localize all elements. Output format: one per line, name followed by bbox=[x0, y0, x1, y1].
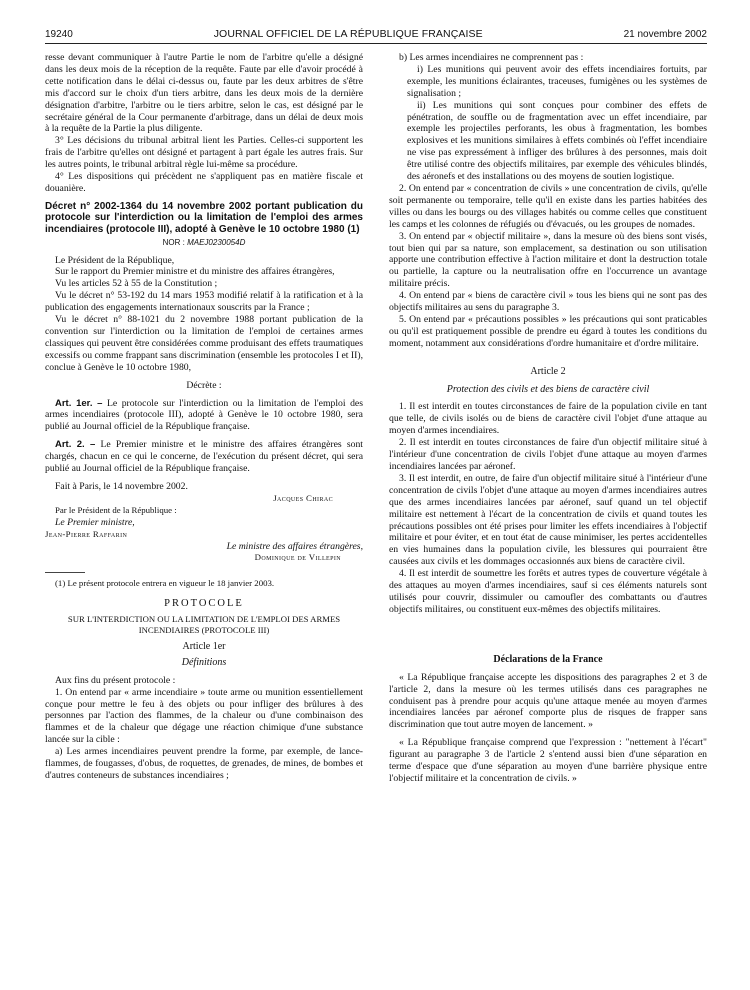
decree-title: Décret n° 2002-1364 du 14 novembre 2002 portant publication du protocole sur l'interdiction ou la limitation de l'emploi des armes incendiaires (protocole III), adopté à Genève le 10 octobre 1980 (1) bbox=[45, 200, 363, 236]
journal-title: JOURNAL OFFICIEL DE LA RÉPUBLIQUE FRANÇAISE bbox=[213, 28, 483, 40]
paragraph: 1. Il est interdit en toutes circonstances de faire de la population civile en tant que telle, de civils isolés ou de biens de caractère civil l'objet d'une attaque au moyen d'armes incendiaires. bbox=[389, 401, 707, 437]
article-2-decree bbox=[45, 439, 363, 475]
text-columns bbox=[45, 52, 707, 785]
nor-label: NOR : bbox=[162, 237, 185, 247]
par-le-president: Par le Président de la République : bbox=[55, 504, 177, 515]
paragraph: 3. On entend par « objectif militaire », dans la mesure où des biens sont visés, tout bien qui par sa nature, son emplacement, sa destination ou son utilisation apporte une contribution effective à l'action militaire et dont la destruction totale ou partielle, la capture ou la neutralisation offre en l'occurrence un avantage militaire précis. bbox=[389, 230, 707, 290]
paragraph: Vu le décret n° 88-1021 du 2 novembre 1988 portant publication de la convention sur l'interdiction ou la limitation de l'emploi de certaines armes classiques qui peuvent être considérées comme produisant des effets traumatiques excessifs ou comme frappant sans discrimination (ensemble les protocoles I et II), conclue à Genève le 10 octobre 1980, bbox=[45, 314, 363, 373]
paragraph: 4. Il est interdit de soumettre les forêts et autres types de couverture végétale à des attaques au moyen d'armes incendiaires, sauf si ces éléments naturels sont utilisés pour couvrir, dissimuler ou camoufler des combattants ou d'autres objectifs militaires, ou constituent eux-mêmes des objectifs militaires. bbox=[389, 568, 707, 615]
paragraph: resse devant communiquer à l'autre Partie le nom de l'arbitre qu'elle a désigné dans les deux mois de la réception de la requête. Faute par elle d'avoir procédé à cette notification dans le délai ci-dessus ou, faute par les deux arbitres de s'être mis d'accord sur le choix d'un tiers arbitre, dans les deux mois de la dernière désignation d'arbitre, l'arbitre ou le tiers arbitre, selon le cas, est désigné par le secrétaire général de la Cour permanente d'arbitrage, dans un délai de deux mois à la requête de la Partie la plus diligente. bbox=[45, 52, 363, 135]
mae-title: Le ministre des affaires étrangères, bbox=[226, 540, 363, 552]
paragraph: 3° Les décisions du tribunal arbitral lient les Parties. Celles-ci supportent les frais de l'arbitre qu'elles ont désigné et partagent à part égale les autres frais. Sur les autres points, le tribunal arbitral règle lui-même sa procédure. bbox=[45, 135, 363, 171]
paragraph: b) Les armes incendiaires ne comprennent pas : bbox=[399, 52, 584, 63]
page-number: 19240 bbox=[45, 29, 73, 40]
decrete-label: Décrète : bbox=[186, 379, 222, 391]
left-column bbox=[45, 52, 363, 785]
mae-name: Dominique de Villepin bbox=[254, 552, 341, 563]
paragraph: Sur le rapport du Premier ministre et du ministre des affaires étrangères, bbox=[55, 266, 335, 278]
paragraph: 2. On entend par « concentration de civils » une concentration de civils, qu'elle soit permanente ou temporaire, telle qu'il en existe dans les parties habitées des villes ou dans les bourgs ou des villages habités ou comme celles que constituent les camps et les colonnes de réfugiés ou d'évacués, ou les groupes de nomades. bbox=[389, 182, 707, 230]
article-1-decree bbox=[45, 398, 363, 434]
pm-title: Le Premier ministre, bbox=[55, 516, 135, 528]
paragraph: « La République française accepte les dispositions des paragraphes 2 et 3 de l'article 2, dans la mesure où les termes utilisés dans ces paragraphes ne conduisent pas à prendre pour acquis qu'une attaque menée au moyen d'armes incendiaires lancées par aéronef comporte plus de risques de frapper sans discrimination que tout autre moyen de lancement. » bbox=[389, 671, 707, 731]
fait-a-paris: Fait à Paris, le 14 novembre 2002. bbox=[55, 480, 188, 492]
footnote: (1) Le présent protocole entrera en vigueur le 18 janvier 2003. bbox=[55, 578, 275, 589]
footnote-rule bbox=[45, 572, 85, 573]
page-header bbox=[45, 28, 707, 44]
protocole-subtitle: SUR L'INTERDICTION OU LA LIMITATION DE L'EMPLOI DES ARMES INCENDIAIRES (PROTOCOLE III) bbox=[67, 614, 341, 635]
paragraph: « La République française comprend que l'expression : "nettement à l'écart" figurant au paragraphe 3 de l'article 2 s'entend aussi bien d'une séparation en terme d'espace que d'une séparation au moyen d'une barrière physique entre l'objectif militaire et la concentration de civils. » bbox=[389, 737, 707, 784]
paragraph: 4° Les dispositions qui précèdent ne s'appliquent pas en matière fiscale et douanière. bbox=[45, 171, 363, 194]
article-text: Le Premier ministre et le ministre des affaires étrangères sont chargés, chacun en ce qui le concerne, de l'exécution du présent décret, qui sera publié au Journal officiel de la République française. bbox=[45, 439, 363, 475]
signer-president: Jacques Chirac bbox=[273, 492, 333, 503]
paragraph: Aux fins du présent protocole : bbox=[55, 674, 176, 686]
paragraph: 3. Il est interdit, en outre, de faire d'un objectif militaire situé à l'intérieur d'une concentration de civils l'objet d'une attaque au moyen d'armes incendiaires autres que des armes incendiaires lancées par aéronef, sauf quand un tel objectif militaire est nettement à l'écart de la concentration de civils et quand toutes les précautions possibles ont été prises pour limiter les effets incendiaires à l'objectif militaire et pour éviter, et en tout état de cause minimiser, les pertes accidentelles en vies humaines dans la population civile, les blessures qui pourraient être causées aux civils et les dommages occasionnés aux biens de caractère civil. bbox=[389, 472, 707, 568]
nor-reference bbox=[45, 237, 363, 249]
paragraph: Vu le décret n° 53-192 du 14 mars 1953 modifié relatif à la ratification et à la publication des engagements internationaux souscrits par la France ; bbox=[45, 290, 363, 314]
article-1-heading: Article 1er bbox=[182, 640, 226, 652]
paragraph: ii) Les munitions qui sont conçues pour combiner des effets de pénétration, de souffle ou de fragmentation avec un effet incendiaire, par exemple les projectiles perforants, les obus à fragmentation, les bombes explosives et les munitions similaires à effets combinés où l'effet incendiaire ne vise pas expressément à infliger des brûlures à des personnes, mais doit être utilisé contre des objectifs militaires, par exemple des véhicules blindés, des aéronefs et des installations ou des moyens de soutien logistique. bbox=[407, 99, 707, 183]
article-2-heading: Article 2 bbox=[530, 365, 566, 377]
article-label: Art. 2. – bbox=[55, 439, 96, 451]
nor-code: MAEJ0230054D bbox=[187, 237, 246, 247]
right-column bbox=[389, 52, 707, 785]
paragraph: a) Les armes incendiaires peuvent prendre la forme, par exemple, de lance-flammes, de fougasses, d'obus, de roquettes, de grenades, de mines, de bombes et d'autres conteneurs de substances incendiaires ; bbox=[45, 746, 363, 781]
article-2-title: Protection des civils et des biens de caractère civil bbox=[446, 383, 650, 395]
paragraph: Vu les articles 52 à 55 de la Constitution ; bbox=[55, 278, 218, 290]
article-text: Le protocole sur l'interdiction ou la limitation de l'emploi des armes incendiaires (protocole III), adopté à Genève le 10 octobre 1980, sera publié au Journal officiel de la République française. bbox=[45, 397, 363, 433]
issue-date: 21 novembre 2002 bbox=[623, 29, 707, 40]
protocole-heading: PROTOCOLE bbox=[164, 598, 244, 610]
definitions-heading: Définitions bbox=[181, 656, 227, 668]
declarations-heading: Déclarations de la France bbox=[493, 653, 603, 665]
article-label: Art. 1er. – bbox=[55, 397, 103, 409]
paragraph: 2. Il est interdit en toutes circonstances de faire d'un objectif militaire situé à l'intérieur d'une concentration de civils l'objet d'une attaque au moyen d'armes incendiaires lancées par aéronef. bbox=[389, 437, 707, 472]
pm-name: Jean-Pierre Raffarin bbox=[45, 528, 128, 539]
paragraph: Le Président de la République, bbox=[55, 254, 175, 266]
paragraph: 5. On entend par « précautions possibles » les précautions qui sont praticables ou qu'il est pratiquement possible de prendre eu égard à toutes les conditions du moment, notamment aux considérations d'ordre humanitaire et d'ordre militaire. bbox=[389, 313, 707, 349]
paragraph: 1. On entend par « arme incendiaire » toute arme ou munition essentiellement conçue pour mettre le feu à des objets ou pour infliger des brûlures à des personnes par l'action des flammes, de la chaleur ou d'une combinaison des flammes et de la chaleur que dégage une réaction chimique d'une substance lancée sur la cible : bbox=[45, 686, 363, 746]
paragraph: i) Les munitions qui peuvent avoir des effets incendiaires fortuits, par exemple, les munitions éclairantes, traceuses, fumigènes ou les systèmes de signalisation ; bbox=[407, 63, 707, 99]
paragraph: 4. On entend par « biens de caractère civil » tous les biens qui ne sont pas des objectifs militaires au sens du paragraphe 3. bbox=[389, 290, 707, 314]
